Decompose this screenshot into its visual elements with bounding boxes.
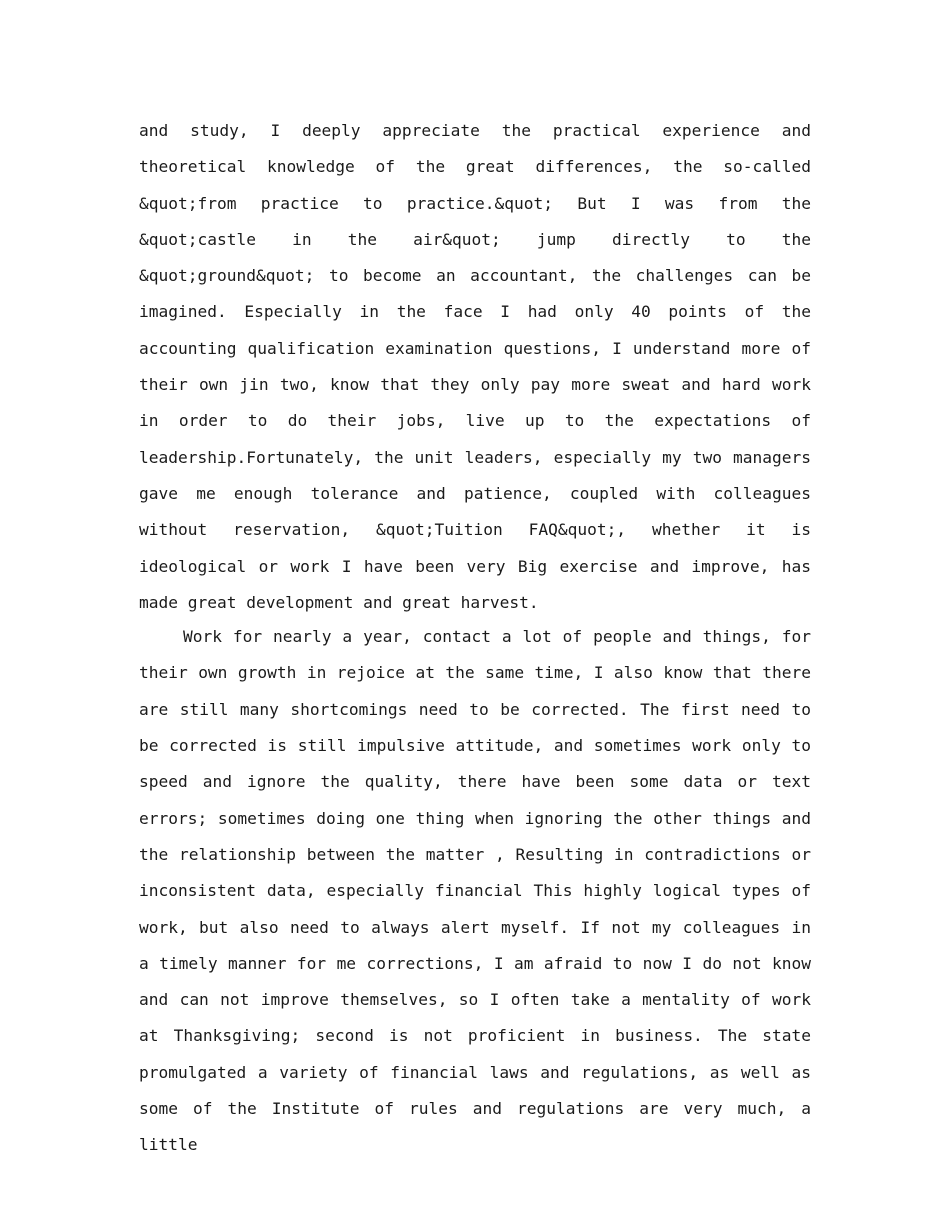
paragraph-1: and study, I deeply appreciate the practical experience and theoretical knowledge of the great differences, the so-called &quot;from practice to practice.&quot; But I was from the &quot;castle in the air&quot; jump directly to the &quot;ground&quot; to become an accountant, the challenges can be imagined. Especially in the face I had only 40 points of the accounting qualification examination questions, I understand more of their own jin two, know that they only pay more sweat and hard work in order to do their jobs, live up to the expectations of leadership.Fortunately, the unit leaders, especially my two managers gave me enough tolerance and patience, coupled with colleagues without reservation, &quot;Tuition FAQ&quot;, whether it is ideological or work I have been very Big exercise and improve, has made great development and great harvest. (139, 121, 811, 612)
paragraph-2: Work for nearly a year, contact a lot of people and things, for their own growth in rejoice at the same time, I also know that there are still many shortcomings need to be corrected. The first need to be corrected is still impulsive attitude, and sometimes work only to speed and ignore the quality, there have been some data or text errors; sometimes doing one thing when ignoring the other things and the relationship between the matter , Resulting in contradictions or inconsistent data, especially financial This highly logical types of work, but also need to always alert myself. If not my colleagues in a timely manner for me corrections, I am afraid to now I do not know and can not improve themselves, so I often take a mentality of work at Thanksgiving; second is not proficient in business. The state promulgated a variety of financial laws and regulations, as well as some of the Institute of rules and regulations are very much, a little (139, 627, 811, 1155)
body-text (139, 113, 811, 1164)
